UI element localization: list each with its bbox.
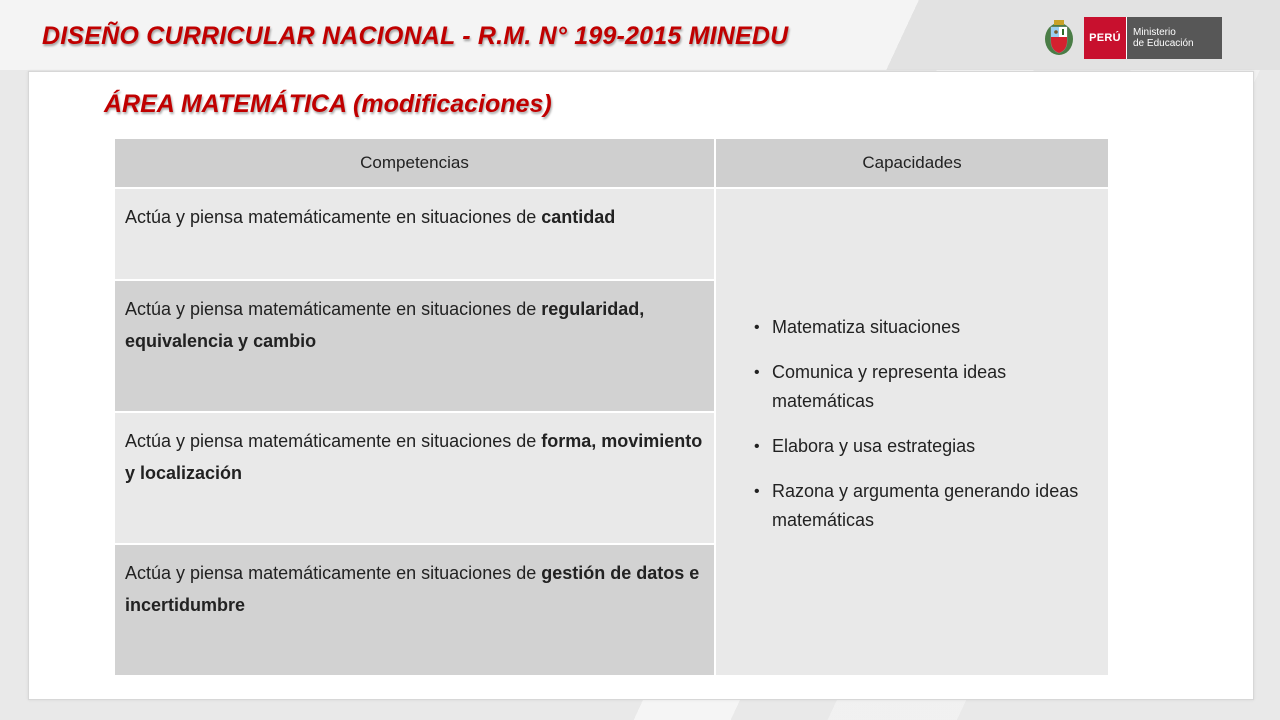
header-competencias: Competencias — [115, 139, 715, 188]
list-item: • Elabora y usa estrategias — [754, 432, 1088, 461]
capacidades-list — [736, 313, 1088, 535]
competencia-prefix: Actúa y piensa matemáticamente en situaciones de — [125, 431, 542, 451]
competencia-prefix: Actúa y piensa matemáticamente en situaciones de — [125, 299, 542, 319]
competencia-cell — [115, 280, 715, 412]
coat-of-arms-icon — [1042, 18, 1076, 58]
list-item: • Razona y argumenta generando ideas matemáticas — [754, 477, 1088, 535]
page-title: DISEÑO CURRICULAR NACIONAL - R.M. N° 199-2015 MINEDU — [42, 22, 789, 50]
list-item: • Comunica y representa ideas matemáticas — [754, 358, 1088, 416]
ministry-logo — [1042, 17, 1222, 59]
ministry-line2: de Educación — [1133, 38, 1194, 49]
peru-label: PERÚ — [1084, 17, 1126, 59]
competencia-bold: cantidad — [541, 207, 616, 227]
competencia-prefix: Actúa y piensa matemáticamente en situaciones de — [125, 207, 542, 227]
competencia-prefix: Actúa y piensa matemáticamente en situaciones de — [125, 563, 542, 583]
competencia-cell — [115, 544, 715, 676]
list-item: • Matematiza situaciones — [754, 313, 1088, 342]
ministry-line1: Ministerio — [1133, 27, 1176, 38]
competencia-bold: regularidad, equivalencia y cambio — [125, 299, 645, 351]
table-row — [115, 188, 1109, 280]
ministry-label — [1126, 17, 1222, 59]
competencia-cell — [115, 188, 715, 280]
competencia-bold: gestión de datos e incertidumbre — [125, 563, 700, 615]
table-header-row — [115, 139, 1109, 188]
curriculum-table — [115, 139, 1110, 677]
competencia-cell — [115, 412, 715, 544]
header-capacidades: Capacidades — [715, 139, 1109, 188]
section-subtitle: ÁREA MATEMÁTICA (modificaciones) — [104, 90, 552, 118]
capacidades-cell — [715, 188, 1109, 676]
competencia-bold: forma, movimiento y localización — [125, 431, 703, 483]
